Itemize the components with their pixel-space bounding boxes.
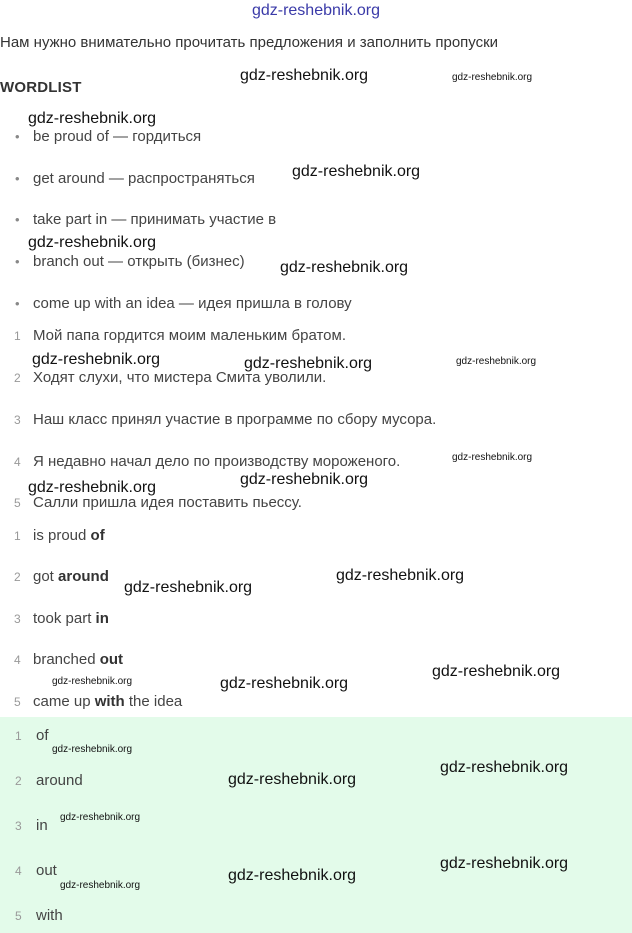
watermark: gdz-reshebnik.org bbox=[220, 675, 349, 692]
watermark: gdz-reshebnik.org bbox=[240, 67, 369, 84]
translation-text: Я недавно начал дело по производству мороженого. bbox=[33, 453, 401, 470]
row-number: 4 bbox=[14, 455, 21, 469]
row-number: 2 bbox=[15, 774, 22, 788]
bullet-icon: • bbox=[15, 212, 20, 227]
row-number: 2 bbox=[14, 371, 21, 385]
row-number: 5 bbox=[14, 496, 21, 510]
watermark: gdz-reshebnik.org bbox=[452, 452, 533, 463]
wordlist-item-text: branch out — открыть (бизнес) bbox=[33, 253, 245, 270]
watermark: gdz-reshebnik.org bbox=[292, 163, 421, 180]
bullet-icon: • bbox=[15, 129, 20, 144]
translation-text: Ходят слухи, что мистера Смита уволили. bbox=[33, 369, 327, 386]
bullet-icon: • bbox=[15, 171, 20, 186]
watermark: gdz-reshebnik.org bbox=[28, 479, 157, 496]
row-number: 5 bbox=[15, 909, 22, 923]
watermark: gdz-reshebnik.org bbox=[60, 812, 141, 823]
wordlist-title: WORDLIST bbox=[0, 79, 82, 96]
row-number: 5 bbox=[14, 695, 21, 709]
watermark: gdz-reshebnik.org bbox=[336, 567, 465, 584]
wordlist-item-text: come up with an idea — идея пришла в голову bbox=[33, 295, 352, 312]
watermark: gdz-reshebnik.org bbox=[432, 663, 561, 680]
row-number: 1 bbox=[14, 529, 21, 543]
watermark: gdz-reshebnik.org bbox=[440, 855, 569, 872]
watermark: gdz-reshebnik.org bbox=[228, 867, 357, 884]
wordlist-item-text: be proud of — гордиться bbox=[33, 128, 202, 145]
site-header-link[interactable]: gdz-reshebnik.org bbox=[251, 2, 381, 19]
phrase-text: came up with the idea bbox=[33, 693, 183, 710]
watermark: gdz-reshebnik.org bbox=[440, 759, 569, 776]
answer-text: of bbox=[36, 727, 49, 744]
row-number: 4 bbox=[14, 653, 21, 667]
translation-text: Мой папа гордится моим маленьким братом. bbox=[33, 327, 347, 344]
phrase-text: is proud of bbox=[33, 527, 105, 544]
watermark: gdz-reshebnik.org bbox=[60, 880, 141, 891]
phrase-text: got around bbox=[33, 568, 109, 585]
phrase-text: took part in bbox=[33, 610, 109, 627]
watermark: gdz-reshebnik.org bbox=[28, 234, 157, 251]
watermark: gdz-reshebnik.org bbox=[244, 355, 373, 372]
row-number: 3 bbox=[15, 819, 22, 833]
row-number: 1 bbox=[15, 729, 22, 743]
answer-text: out bbox=[36, 862, 57, 879]
watermark: gdz-reshebnik.org bbox=[124, 579, 253, 596]
watermark: gdz-reshebnik.org bbox=[280, 259, 409, 276]
watermark: gdz-reshebnik.org bbox=[456, 356, 537, 367]
row-number: 1 bbox=[14, 329, 21, 343]
watermark: gdz-reshebnik.org bbox=[228, 771, 357, 788]
watermark: gdz-reshebnik.org bbox=[32, 351, 161, 368]
answer-text: around bbox=[36, 772, 83, 789]
watermark: gdz-reshebnik.org bbox=[28, 110, 157, 127]
row-number: 4 bbox=[15, 864, 22, 878]
row-number: 3 bbox=[14, 612, 21, 626]
translation-text: Наш класс принял участие в программе по сбору мусора. bbox=[33, 411, 437, 428]
wordlist-item-text: take part in — принимать участие в bbox=[33, 211, 277, 228]
bullet-icon: • bbox=[15, 254, 20, 269]
bullet-icon: • bbox=[15, 296, 20, 311]
answer-text: in bbox=[36, 817, 48, 834]
phrase-text: branched out bbox=[33, 651, 124, 668]
intro-text: Нам нужно внимательно прочитать предложения и заполнить пропуски bbox=[0, 34, 499, 51]
watermark: gdz-reshebnik.org bbox=[452, 72, 533, 83]
watermark: gdz-reshebnik.org bbox=[52, 676, 133, 687]
translation-text: Салли пришла идея поставить пьессу. bbox=[33, 494, 302, 511]
row-number: 2 bbox=[14, 570, 21, 584]
wordlist-item-text: get around — распространяться bbox=[33, 170, 255, 187]
watermark: gdz-reshebnik.org bbox=[52, 744, 133, 755]
row-number: 3 bbox=[14, 413, 21, 427]
answer-text: with bbox=[36, 907, 63, 924]
watermark: gdz-reshebnik.org bbox=[240, 471, 369, 488]
